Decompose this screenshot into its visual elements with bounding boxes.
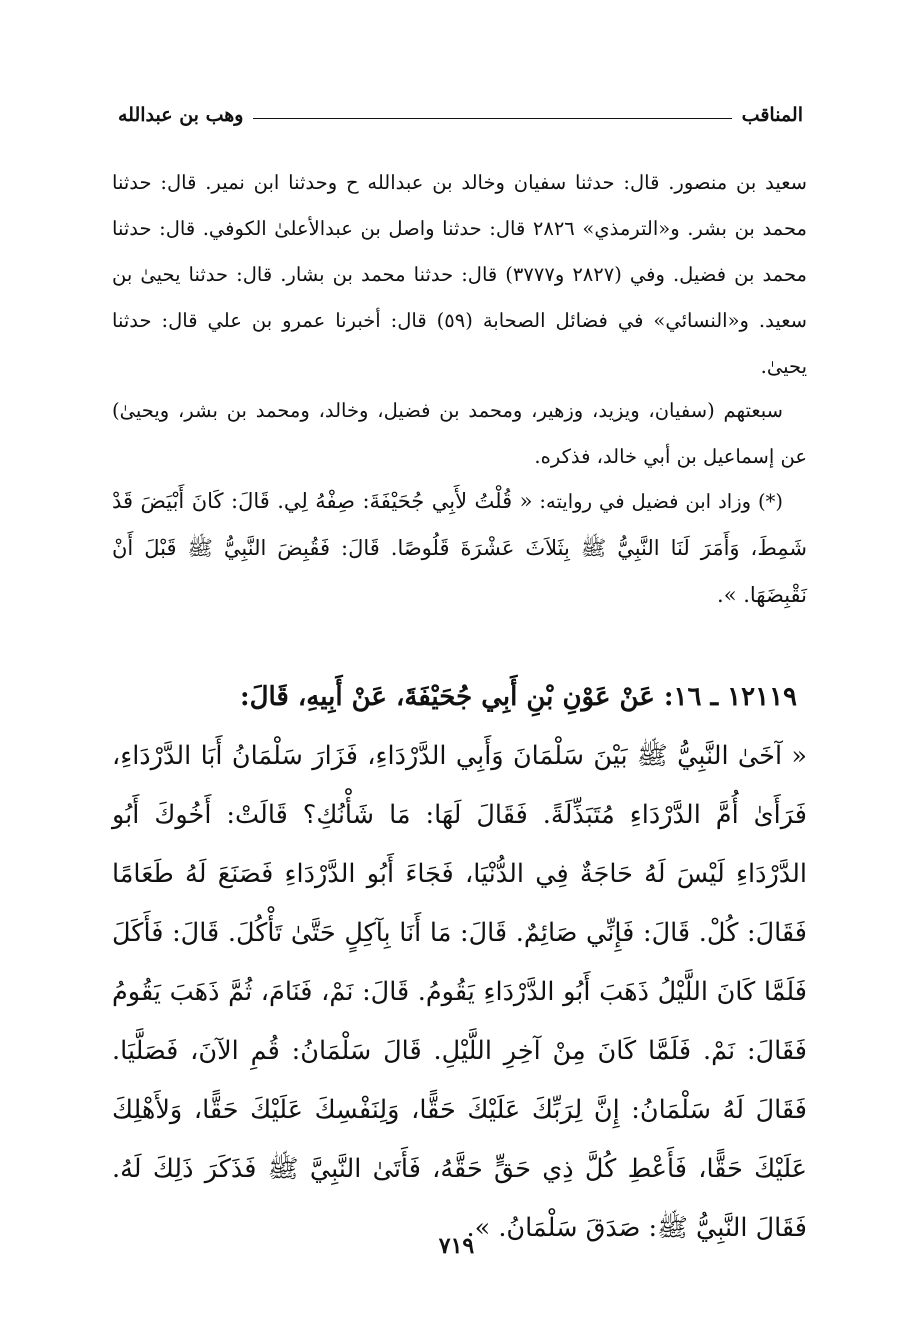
page-number: ٧١٩ xyxy=(438,1233,475,1259)
header-chapter: المناقب xyxy=(741,104,803,126)
narrators-paragraph: سبعتهم (سفيان، ويزيد، وزهير، ومحمد بن فضيل، وخالد، ومحمد بن بشر، ويحيىٰ) عن إسماعيل بن أبي خالد، فذكره. xyxy=(112,398,807,468)
header-rule xyxy=(253,118,731,119)
header-subject: وهب بن عبدالله xyxy=(118,104,244,126)
addition-text: « قُلْتُ لأَبِي جُحَيْفَةَ: صِفْهُ لِي. قَالَ: كَانَ أَبْيَضَ قَدْ شَمِطَ، وَأَمَرَ لَنَا النَّبِيُّ ﷺ بِثَلاَثَ عَشْرَةَ قَلُوصًا. قَالَ: فَقُبِضَ النَّبِيُّ ﷺ قَبْلَ أَنْ نَقْبِضَهَا. ». xyxy=(112,488,807,607)
hadith-block xyxy=(112,668,807,1258)
addition-paragraph xyxy=(112,478,807,619)
running-header xyxy=(118,92,803,126)
hadith-matn: « آخَىٰ النَّبِيُّ ﷺ بَيْنَ سَلْمَانَ وَأَبِي الدَّرْدَاءِ، فَزَارَ سَلْمَانُ أَبَا الدَّرْدَاءِ، فَرَأَىٰ أُمَّ الدَّرْدَاءِ مُتَبَذِّلَةً. فَقَالَ لَهَا: مَا شَأْنُكِ؟ قَالَتْ: أَخُوكَ أَبُو الدَّرْدَاءِ لَيْسَ لَهُ حَاجَةٌ فِي الدُّنْيَا، فَجَاءَ أَبُو الدَّرْدَاءِ فَصَنَعَ لَهُ طَعَامًا فَقَالَ: كُلْ. قَالَ: فَإِنِّي صَائِمٌ. قَالَ: مَا أَنَا بِآكِلٍ حَتَّىٰ تَأْكُلَ. قَالَ: فَأَكَلَ فَلَمَّا كَانَ اللَّيْلُ ذَهَبَ أَبُو الدَّرْدَاءِ يَقُومُ. قَالَ: نَمْ، فَنَامَ، ثُمَّ ذَهَبَ يَقُومُ فَقَالَ: نَمْ. فَلَمَّا كَانَ مِنْ آخِرِ اللَّيْلِ. قَالَ سَلْمَانُ: قُمِ الآنَ، فَصَلَّيَا. فَقَالَ لَهُ سَلْمَانُ: إِنَّ لِرَبِّكَ عَلَيْكَ حَقًّا، وَلِنَفْسِكَ عَلَيْكَ حَقًّا، وَلأَهْلِكَ عَلَيْكَ حَقًّا، فَأَعْطِ كُلَّ ذِي حَقٍّ حَقَّهُ، فَأَتَىٰ النَّبِيَّ ﷺ فَذَكَرَ ذَلِكَ لَهُ. فَقَالَ النَّبِيُّ ﷺ: صَدَقَ سَلْمَانُ. ». xyxy=(112,741,807,1243)
sources-paragraph: سعيد بن منصور. قال: حدثنا سفيان وخالد بن عبدالله ح وحدثنا ابن نمير. قال: حدثنا محمد بن بشر. و«الترمذي» ٢٨٢٦ قال: حدثنا واصل بن عبدالأعلىٰ الكوفي. قال: حدثنا محمد بن فضيل. وفي (٢٨٢٧ و٣٧٧٧) قال: حدثنا محمد بن بشار. قال: حدثنا يحيىٰ بن سعيد. و«النسائي» في فضائل الصحابة (٥٩) قال: أخبرنا عمرو بن علي قال: حدثنا يحيىٰ. xyxy=(112,170,807,378)
hadith-isnad: ١٢١١٩ ـ ١٦: عَنْ عَوْنِ بْنِ أَبِي جُحَيْفَةَ، عَنْ أَبِيهِ، قَالَ: xyxy=(240,682,797,712)
addition-intro: (*) وزاد ابن فضيل في روايته: xyxy=(539,489,783,513)
